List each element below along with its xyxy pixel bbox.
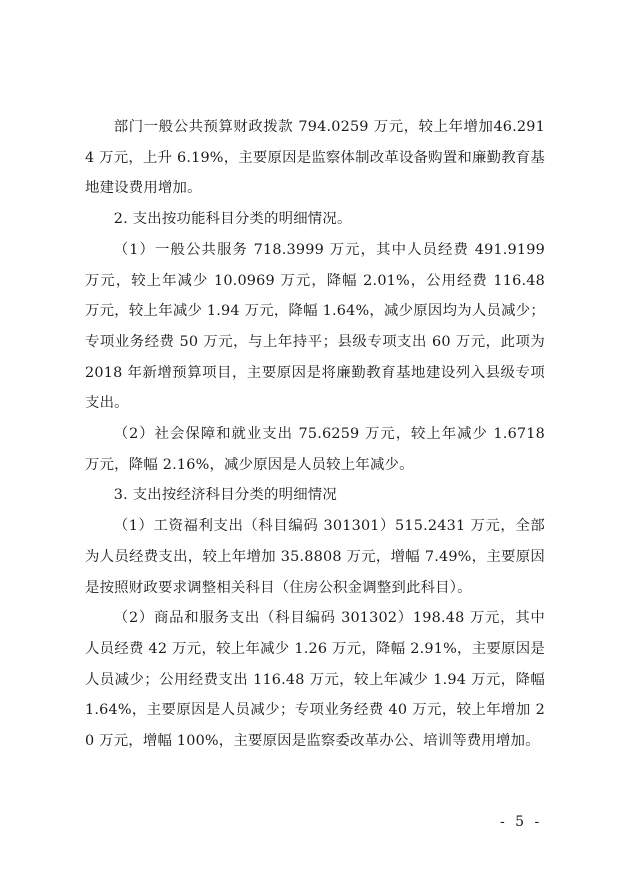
paragraph-goods-services: （2）商品和服务支出（科目编码 301302）198.48 万元，其中人员经费 42 万元，较上年减少 1.26 万元，降幅 2.91%，主要原因是人员减少；公用经费支出 116.48 万元，较上年减少 1.94 万元，降幅 1.64%，主要原因是人员减少；专项业务经费 40 万元，较上年增加 20 万元，增幅 100%，主要原因是监察委改革办公、培训等费用增加。	[85, 610, 545, 750]
paragraph-social-security: （2）社会保障和就业支出 75.6259 万元，较上年减少 1.6718 万元，降幅 2.16%，减少原因是人员较上年减少。	[85, 426, 545, 473]
document-body	[85, 112, 545, 757]
heading-economic-classification: 3. 支出按经济科目分类的明细情况	[113, 487, 337, 504]
paragraph-budget-summary: 部门一般公共预算财政拨款 794.0259 万元，较上年增加46.2914 万元，上升 6.19%，主要原因是监察体制改革设备购置和廉勤教育基地建设费用增加。	[85, 119, 545, 197]
page-number: - 5 -	[500, 814, 543, 830]
paragraph-wages-welfare: （1）工资福利支出（科目编码 301301）515.2431 万元，全部为人员经费支出，较上年增加 35.8808 万元，增幅 7.49%，主要原因是按照财政要求调整相关科目（住房公积金调整到此科目）。	[85, 518, 545, 596]
paragraph-general-public-services: （1）一般公共服务 718.3999 万元，其中人员经费 491.9199 万元，较上年减少 10.0969 万元，降幅 2.01%，公用经费 116.48 万元，较上年减少 1.94 万元，降幅 1.64%，减少原因均为人员减少；专项业务经费 50 万元，与上年持平；县级专项支出 60 万元，此项为 2018 年新增预算项目，主要原因是将廉勤教育基地建设列入县级专项支出。	[85, 241, 545, 412]
heading-functional-classification: 2. 支出按功能科目分类的明细情况。	[113, 211, 352, 228]
